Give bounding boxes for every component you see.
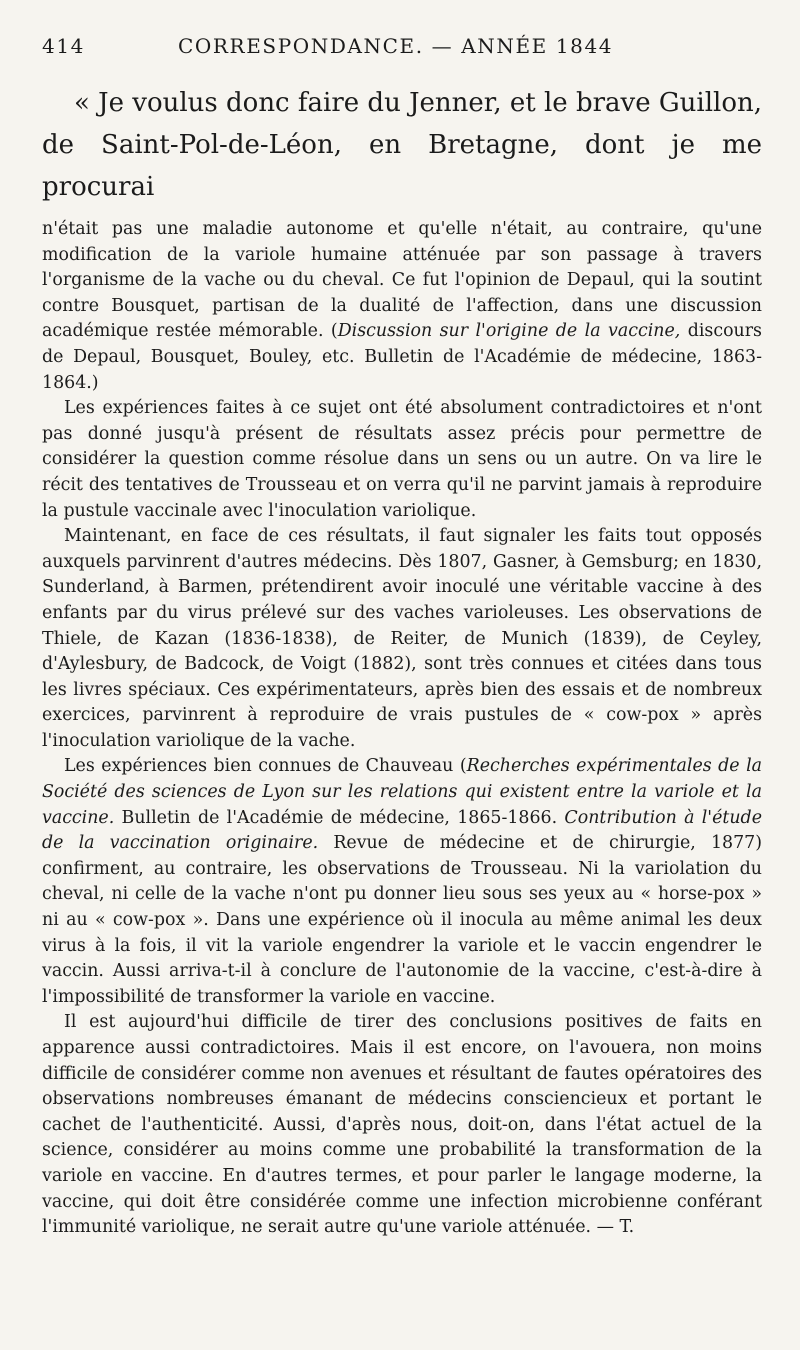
p4-text-e: Revue de médecine et de chirurgie, 1877) confirment, au contraire, les observations de Trousseau. Ni la variolation du cheval, ni celle de la vache n'ont pu donner lieu sous ses yeux au « horse-pox » ni au « cow-pox ». Dans une expérience où il inocula au même animal les deux virus à la fois, il vit la variole engendrer la variole et le vaccin engendrer le vaccin. Aussi arriva-t-il à conclure de l'autonomie de la vaccine, c'est-à-dire à l'impossibilité de transformer la variole en vaccine. — [42, 833, 763, 1007]
p1-text-a: n'était pas une maladie autonome et qu'elle n'était, au contraire, qu'une modification de la variole humaine atténuée par son passage à travers l'organisme de la vache ou du cheval. Ce fut l'opinion de Depaul, qui la soutint contre Bousquet, partisan de la dualité de l'affection, dans une discussion académique restée mémorable. ( — [42, 219, 762, 342]
p4-text-a: Les expériences bien connues de Chauveau ( — [64, 756, 467, 777]
running-head — [42, 34, 762, 58]
main-text-line-1: « Je voulus donc faire du Jenner, et le brave Guillon, — [74, 88, 762, 118]
running-title: CORRESPONDANCE. — ANNÉE 1844 — [178, 34, 614, 58]
footnote-paragraph-4 — [42, 754, 762, 1010]
footnote-paragraph-3: Maintenant, en face de ces résultats, il faut signaler les faits tout opposés auxquels parvinrent d'autres médecins. Dès 1807, Gasner, à Gemsburg; en 1830, Sunderland, à Barmen, prétendirent avoir inoculé une véritable vaccine à des enfants par du virus prélevé sur des vaches varioleuses. Les observations de Thiele, de Kazan (1836-1838), de Reiter, de Munich (1839), de Ceyley, d'Aylesbury, de Badcock, de Voigt (1882), sont très connues et citées dans tous les livres spéciaux. Ces expérimentateurs, après bien des essais et de nombreux exercices, parvinrent à reproduire de vrais pustules de « cow-pox » après l'inoculation variolique de la vache. — [42, 526, 762, 751]
p1-text-c: discours de Depaul, Bousquet, Bouley, etc. Bulletin de l'Académie de médecine, 1863-1864.) — [42, 321, 762, 393]
footnote-paragraph-2: Les expériences faites à ce sujet ont été absolument contradictoires et n'ont pas donné jusqu'à présent de résultats assez précis pour permettre de considérer la question comme résolue dans un sens ou un autre. On va lire le récit des tentatives de Trousseau et on verra qu'il ne parvint jamais à reproduire la pustule vaccinale avec l'inoculation variolique. — [42, 398, 762, 521]
footnote-block — [42, 217, 762, 1241]
p4-text-c: Bulletin de l'Académie de médecine, 1865-1866. — [114, 807, 565, 828]
footnote-paragraph-5: Il est aujourd'hui difficile de tirer des conclusions positives de faits en apparence aussi contradictoires. Mais il est encore, on l'avouera, non moins difficile de considérer comme non avenues et résultant de fautes opératoires des observations nombreuses émanant de médecins consciencieux et portant le cachet de l'authenticité. Aussi, d'après nous, doit-on, dans l'état actuel de la science, considérer au moins comme une probabilité la transformation de la variole en vaccine. En d'autres termes, et pour parler le langage moderne, la vaccine, qui doit être considérée comme une infection microbienne conférant l'immunité variolique, ne serait autre qu'une variole atténuée. — T. — [42, 1012, 762, 1238]
p4-citation-2: Contribution à l'étude de la vaccination originaire. — [42, 807, 762, 854]
main-text — [42, 82, 762, 208]
main-text-line-2: de Saint-Pol-de-Léon, en Bretagne, dont je me procurai — [42, 130, 762, 202]
p4-citation-1: Recherches expérimentales de la Société des sciences de Lyon sur les relations qui existent entre la variole et la vaccine. — [42, 756, 762, 828]
page-number: 414 — [42, 34, 85, 58]
footnote-paragraph-1 — [42, 217, 762, 396]
p1-citation: Discussion sur l'origine de la vaccine, — [337, 321, 681, 342]
